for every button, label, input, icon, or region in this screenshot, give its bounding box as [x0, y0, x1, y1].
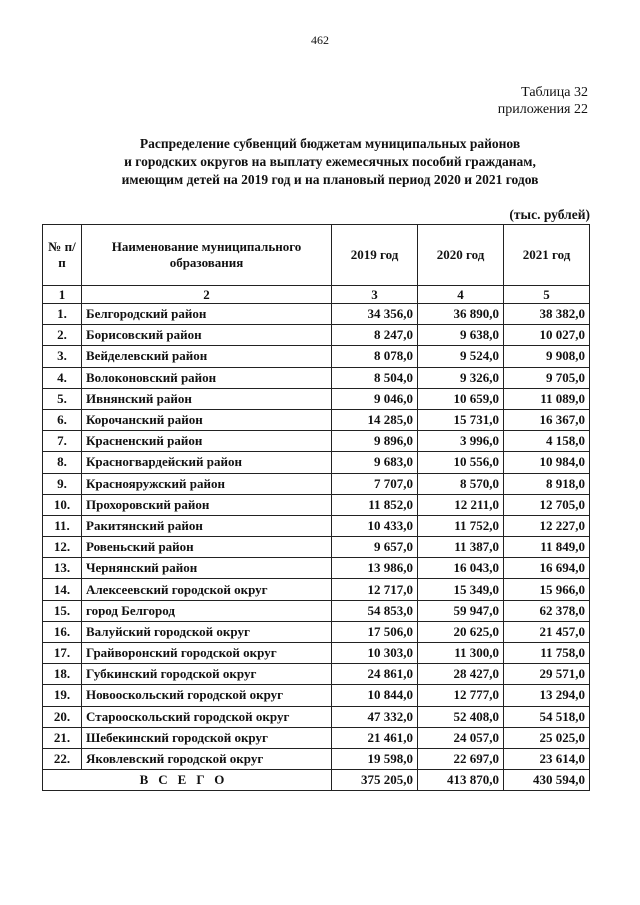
row-2021: 16 367,0: [504, 409, 590, 430]
title-line1: Распределение субвенций бюджетам муниципальных районов: [139, 136, 521, 151]
page-number: 462: [311, 33, 329, 47]
row-number: 14.: [43, 579, 82, 600]
row-name: Ивнянский район: [82, 388, 332, 409]
row-name: Яковлевский городской округ: [82, 748, 332, 769]
row-2019: 11 852,0: [332, 494, 418, 515]
row-2021: 21 457,0: [504, 621, 590, 642]
total-2021: 430 594,0: [504, 770, 590, 791]
row-number: 5.: [43, 388, 82, 409]
row-2020: 12 777,0: [418, 685, 504, 706]
table-reference: [498, 84, 588, 118]
row-2021: 15 966,0: [504, 579, 590, 600]
row-2021: 11 758,0: [504, 643, 590, 664]
row-2020: 11 300,0: [418, 643, 504, 664]
row-2021: 12 705,0: [504, 494, 590, 515]
row-number: 11.: [43, 515, 82, 536]
row-2019: 9 657,0: [332, 537, 418, 558]
row-number: 10.: [43, 494, 82, 515]
table-row: [43, 388, 590, 409]
row-name: Белгородский район: [82, 304, 332, 325]
row-number: 20.: [43, 706, 82, 727]
row-name: Красногвардейский район: [82, 452, 332, 473]
row-2021: 11 849,0: [504, 537, 590, 558]
row-2020: 28 427,0: [418, 664, 504, 685]
row-number: 19.: [43, 685, 82, 706]
row-2020: 10 659,0: [418, 388, 504, 409]
table-row: [43, 727, 590, 748]
row-2019: 10 433,0: [332, 515, 418, 536]
table-row: [43, 748, 590, 769]
row-name: Ровеньский район: [82, 537, 332, 558]
row-name: Алексеевский городской округ: [82, 579, 332, 600]
row-2021: 11 089,0: [504, 388, 590, 409]
row-2020: 9 638,0: [418, 325, 504, 346]
row-number: 9.: [43, 473, 82, 494]
row-name: Борисовский район: [82, 325, 332, 346]
row-2021: 38 382,0: [504, 304, 590, 325]
table-row: [43, 537, 590, 558]
title-line3: имеющим детей на 2019 год и на плановый период 2020 и 2021 годов: [121, 172, 539, 187]
row-number: 12.: [43, 537, 82, 558]
row-2019: 7 707,0: [332, 473, 418, 494]
row-2020: 16 043,0: [418, 558, 504, 579]
table-row: [43, 664, 590, 685]
row-2020: 9 326,0: [418, 367, 504, 388]
row-name: Вейделевский район: [82, 346, 332, 367]
row-number: 18.: [43, 664, 82, 685]
table-row: [43, 600, 590, 621]
row-number: 22.: [43, 748, 82, 769]
table-row: [43, 558, 590, 579]
row-number: 1.: [43, 304, 82, 325]
row-2019: 12 717,0: [332, 579, 418, 600]
row-2019: 8 504,0: [332, 367, 418, 388]
row-2021: 4 158,0: [504, 431, 590, 452]
row-number: 6.: [43, 409, 82, 430]
row-name: Краснояружский район: [82, 473, 332, 494]
row-2021: 16 694,0: [504, 558, 590, 579]
row-number: 17.: [43, 643, 82, 664]
row-2019: 21 461,0: [332, 727, 418, 748]
row-2021: 25 025,0: [504, 727, 590, 748]
table-row: [43, 367, 590, 388]
row-2020: 15 349,0: [418, 579, 504, 600]
row-2019: 10 303,0: [332, 643, 418, 664]
row-2020: 15 731,0: [418, 409, 504, 430]
row-2021: 8 918,0: [504, 473, 590, 494]
row-name: Красненский район: [82, 431, 332, 452]
table-row: [43, 643, 590, 664]
row-2019: 47 332,0: [332, 706, 418, 727]
total-2019: 375 205,0: [332, 770, 418, 791]
row-2019: 13 986,0: [332, 558, 418, 579]
row-2021: 54 518,0: [504, 706, 590, 727]
row-name: Губкинский городской округ: [82, 664, 332, 685]
row-name: Прохоровский район: [82, 494, 332, 515]
table-row: [43, 431, 590, 452]
row-name: Новооскольский городской округ: [82, 685, 332, 706]
row-2019: 54 853,0: [332, 600, 418, 621]
row-name: Ракитянский район: [82, 515, 332, 536]
row-2020: 12 211,0: [418, 494, 504, 515]
table-row: [43, 515, 590, 536]
table-ref-line1: Таблица 32: [521, 85, 588, 100]
table-row: [43, 325, 590, 346]
row-2019: 14 285,0: [332, 409, 418, 430]
col-number: 5: [504, 286, 590, 304]
row-2019: 9 683,0: [332, 452, 418, 473]
row-2021: 29 571,0: [504, 664, 590, 685]
row-name: Корочанский район: [82, 409, 332, 430]
row-name: Валуйский городской округ: [82, 621, 332, 642]
row-number: 2.: [43, 325, 82, 346]
row-2019: 17 506,0: [332, 621, 418, 642]
row-2021: 12 227,0: [504, 515, 590, 536]
row-number: 7.: [43, 431, 82, 452]
row-2019: 9 896,0: [332, 431, 418, 452]
col-number: 2: [82, 286, 332, 304]
row-2020: 59 947,0: [418, 600, 504, 621]
table-row: [43, 621, 590, 642]
row-name: Волоконовский район: [82, 367, 332, 388]
row-name: Чернянский район: [82, 558, 332, 579]
header-num: № п/п: [43, 225, 82, 286]
table-row: [43, 494, 590, 515]
row-2020: 10 556,0: [418, 452, 504, 473]
table-ref-line2: приложения 22: [497, 102, 588, 117]
row-2019: 9 046,0: [332, 388, 418, 409]
total-label: ВСЕГО: [43, 770, 332, 791]
table-row: [43, 409, 590, 430]
row-2021: 62 378,0: [504, 600, 590, 621]
total-2020: 413 870,0: [418, 770, 504, 791]
row-name: Старооскольский городской округ: [82, 706, 332, 727]
row-2021: 9 705,0: [504, 367, 590, 388]
row-2019: 34 356,0: [332, 304, 418, 325]
row-2020: 52 408,0: [418, 706, 504, 727]
row-2020: 36 890,0: [418, 304, 504, 325]
row-2019: 24 861,0: [332, 664, 418, 685]
header-2020: 2020 год: [418, 225, 504, 286]
row-number: 4.: [43, 367, 82, 388]
table-row: [43, 346, 590, 367]
subsidy-table: [42, 224, 590, 791]
table-row: [43, 304, 590, 325]
row-2021: 9 908,0: [504, 346, 590, 367]
table-body: [43, 304, 590, 770]
title-line2: и городских округов на выплату ежемесячных пособий гражданам,: [124, 154, 536, 169]
header-row: [43, 225, 590, 286]
row-number: 3.: [43, 346, 82, 367]
header-2021: 2021 год: [504, 225, 590, 286]
row-2021: 10 984,0: [504, 452, 590, 473]
row-2021: 23 614,0: [504, 748, 590, 769]
row-2020: 11 387,0: [418, 537, 504, 558]
row-2020: 22 697,0: [418, 748, 504, 769]
table-row: [43, 473, 590, 494]
header-name: Наименование муниципального образования: [82, 225, 332, 286]
row-name: город Белгород: [82, 600, 332, 621]
row-number: 15.: [43, 600, 82, 621]
row-2020: 20 625,0: [418, 621, 504, 642]
col-number: 1: [43, 286, 82, 304]
row-2019: 10 844,0: [332, 685, 418, 706]
document-title: [60, 135, 600, 189]
table-row: [43, 685, 590, 706]
row-2020: 3 996,0: [418, 431, 504, 452]
row-number: 13.: [43, 558, 82, 579]
row-number: 16.: [43, 621, 82, 642]
row-2021: 10 027,0: [504, 325, 590, 346]
row-2019: 19 598,0: [332, 748, 418, 769]
table-row: [43, 579, 590, 600]
total-row: [43, 770, 590, 791]
table-row: [43, 452, 590, 473]
row-number: 8.: [43, 452, 82, 473]
row-name: Грайворонский городской округ: [82, 643, 332, 664]
row-2020: 8 570,0: [418, 473, 504, 494]
col-number: 3: [332, 286, 418, 304]
row-2019: 8 247,0: [332, 325, 418, 346]
row-2020: 24 057,0: [418, 727, 504, 748]
col-number: 4: [418, 286, 504, 304]
row-number: 21.: [43, 727, 82, 748]
row-2021: 13 294,0: [504, 685, 590, 706]
row-2020: 11 752,0: [418, 515, 504, 536]
row-2019: 8 078,0: [332, 346, 418, 367]
row-name: Шебекинский городской округ: [82, 727, 332, 748]
table-row: [43, 706, 590, 727]
units-label: (тыс. рублей): [509, 207, 590, 222]
column-numbers-row: [43, 286, 590, 304]
row-2020: 9 524,0: [418, 346, 504, 367]
header-2019: 2019 год: [332, 225, 418, 286]
